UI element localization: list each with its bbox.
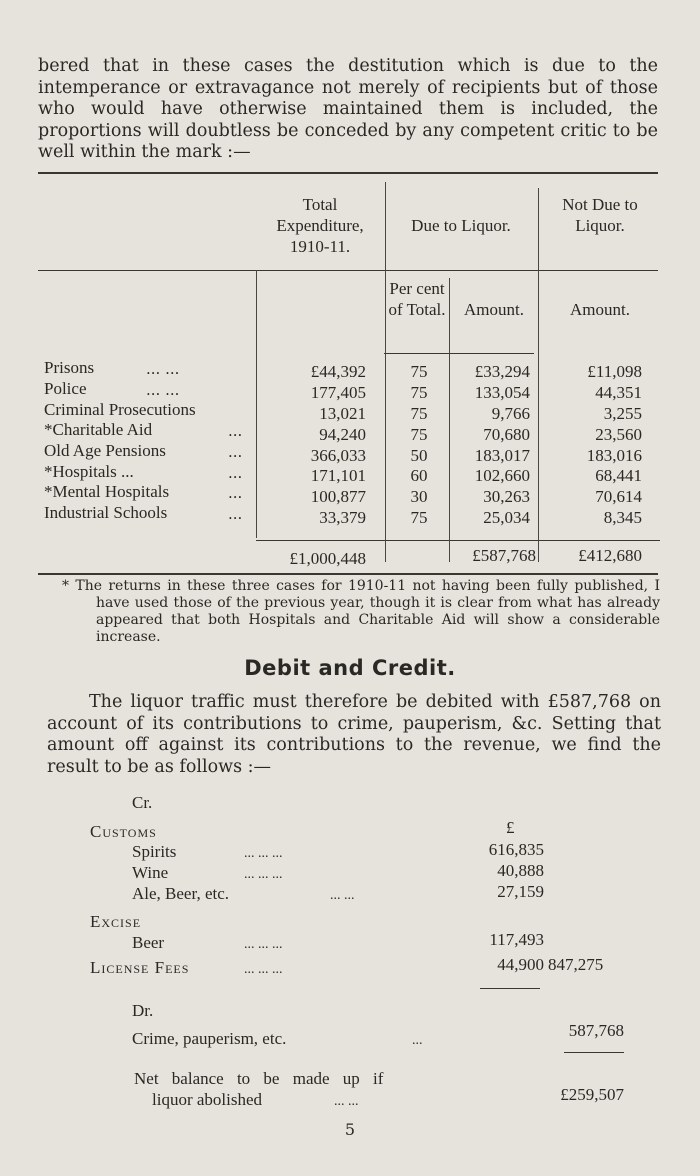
cell-not-due-prisons: £11,098 [587, 362, 642, 381]
header-total-expenditure: Total Expenditure, 1910-11. [276, 195, 364, 256]
excise-item-beer: Beer [132, 933, 165, 952]
dr-label: Dr. [132, 1001, 154, 1020]
col-divider-1 [256, 270, 257, 538]
credit-total: 847,275 [548, 955, 604, 974]
cell-amount-police: 133,054 [474, 383, 530, 402]
cell-not-due-industrial-schools: 8,345 [603, 508, 642, 527]
cell-total-police: 177,405 [310, 383, 366, 402]
header-amount: Amount. [464, 300, 524, 319]
cell-total-criminal-prosecutions: 13,021 [319, 404, 366, 423]
col-divider-4 [538, 188, 539, 562]
net-balance-line1: Net balance to be made up if [134, 1069, 384, 1088]
cell-pct-police: 75 [410, 383, 428, 402]
cell-amount-prisons: £33,294 [474, 362, 530, 381]
cell-amount-charitable-aid: 70,680 [483, 425, 530, 444]
customs-item-spirits: Spirits [132, 842, 177, 861]
cell-pct-prisons: 75 [410, 362, 428, 381]
row-label-mental-hospitals: *Mental Hospitals [44, 482, 170, 501]
cell-total-old-age-pensions: 366,033 [310, 446, 366, 465]
cell-not-due-hospitals: 68,441 [595, 466, 642, 485]
row-label-old-age-pensions: Old Age Pensions [44, 441, 166, 460]
table-totals-rule [256, 540, 660, 541]
excise-value-beer: 117,493 [489, 930, 544, 949]
cell-pct-old-age-pensions: 50 [410, 446, 428, 465]
table-top-rule [38, 172, 658, 174]
row-leader-hospitals: ... [228, 464, 243, 482]
row-label-criminal-prosecutions: Criminal Prosecutions [44, 400, 196, 419]
header-per-cent: Per cent of Total. [388, 279, 446, 319]
customs-label: Customs [90, 822, 157, 841]
header-not-due-to-liquor: Not Due to Liquor. [562, 195, 638, 235]
cell-amount-criminal-prosecutions: 9,766 [491, 404, 530, 423]
cell-pct-industrial-schools: 75 [410, 508, 428, 527]
row-leader-police: ... ... [146, 381, 180, 399]
cell-not-due-charitable-aid: 23,560 [595, 425, 642, 444]
cell-total-mental-hospitals: 100,877 [310, 487, 366, 506]
row-leader-prisons: ... ... [146, 360, 180, 378]
row-label-prisons: Prisons [44, 358, 95, 377]
section-heading: Debit and Credit. [244, 656, 456, 680]
col-divider-2 [385, 182, 386, 562]
header-due-to-liquor: Due to Liquor. [411, 216, 511, 235]
cell-pct-mental-hospitals: 30 [410, 487, 428, 506]
row-label-hospitals: *Hospitals ... [44, 462, 134, 481]
customs-leader-spirits: ... ... ... [244, 846, 283, 861]
crime-pauperism-leader: ... [412, 1033, 423, 1048]
cr-label: Cr. [132, 793, 153, 812]
cell-amount-old-age-pensions: 183,017 [474, 446, 530, 465]
cell-not-due-police: 44,351 [595, 383, 642, 402]
cell-amount-industrial-schools: 25,034 [483, 508, 530, 527]
footnote [48, 578, 660, 646]
row-leader-charitable-aid: ... [228, 422, 243, 440]
credit-subtotal-rule [480, 988, 540, 989]
row-label-industrial-schools: Industrial Schools [44, 503, 168, 522]
cell-total-amount: £587,768 [472, 546, 536, 565]
table-subheader-rule [384, 353, 534, 354]
crime-pauperism-label: Crime, pauperism, etc. [132, 1029, 287, 1048]
table-header-rule [38, 270, 658, 271]
page-number: 5 [344, 1120, 356, 1139]
row-leader-mental-hospitals: ... [228, 484, 243, 502]
cell-total-prisons: £44,392 [310, 362, 366, 381]
row-label-charitable-aid: *Charitable Aid [44, 420, 153, 439]
customs-leader-ale-beer: ... ... [330, 888, 355, 903]
license-fees-leader: ... ... ... [244, 962, 283, 977]
customs-value-ale-beer: 27,159 [497, 882, 544, 901]
crime-pauperism-value: 587,768 [568, 1021, 624, 1040]
cell-total-industrial-schools: 33,379 [319, 508, 366, 527]
pound-sign: £ [506, 818, 515, 837]
customs-item-ale-beer: Ale, Beer, etc. [132, 884, 230, 903]
table-bottom-rule [38, 573, 658, 575]
cell-pct-criminal-prosecutions: 75 [410, 404, 428, 423]
net-balance-value: £259,507 [560, 1085, 624, 1104]
cell-pct-hospitals: 60 [410, 466, 428, 485]
customs-item-wine: Wine [132, 863, 169, 882]
net-balance-leader: ... ... [334, 1094, 359, 1109]
row-leader-industrial-schools: ... [228, 505, 243, 523]
license-fees-label: License Fees [90, 958, 190, 977]
cell-amount-hospitals: 102,660 [474, 466, 530, 485]
cell-total-hospitals: 171,101 [310, 466, 366, 485]
license-fees-value: 44,900 [497, 955, 544, 974]
excise-leader-beer: ... ... ... [244, 937, 283, 952]
cell-amount-mental-hospitals: 30,263 [483, 487, 530, 506]
body-paragraph: The liquor traffic must therefore be debited with £587,768 on account of its contributions to crime, pauperism, &c. Setting that amount off against its contributions to the revenue, we find the result to be as follows :— [47, 692, 661, 777]
net-balance-line2: liquor abolished [152, 1090, 263, 1109]
cell-not-due-old-age-pensions: 183,016 [586, 446, 642, 465]
row-label-police: Police [44, 379, 87, 398]
cell-grand-total: £1,000,448 [289, 549, 366, 568]
customs-leader-wine: ... ... ... [244, 867, 283, 882]
header-amount-not-due: Amount. [570, 300, 630, 319]
cell-not-due-mental-hospitals: 70,614 [595, 487, 642, 506]
cell-not-due-criminal-prosecutions: 3,255 [603, 404, 642, 423]
cell-total-charitable-aid: 94,240 [319, 425, 366, 444]
footnote-text: * The returns in these three cases for 1910-11 not having been fully published, I have used those of the previous year, though it is clear from what has already appeared that both Hospitals and Charitable Aid will show a considerable increase. [62, 578, 660, 645]
customs-value-spirits: 616,835 [488, 840, 544, 859]
intro-paragraph: bered that in these cases the destitution which is due to the intemperance or extravagance not merely of recipients but of those who would have otherwise maintained them is included, the proportions will doubtless be conceded by any competent critic to be well within the mark :— [38, 56, 658, 162]
cell-pct-charitable-aid: 75 [410, 425, 428, 444]
excise-label: Excise [90, 912, 142, 931]
customs-value-wine: 40,888 [497, 861, 544, 880]
debit-rule [564, 1052, 624, 1053]
row-leader-old-age-pensions: ... [228, 443, 243, 461]
cell-total-not-due: £412,680 [578, 546, 642, 565]
